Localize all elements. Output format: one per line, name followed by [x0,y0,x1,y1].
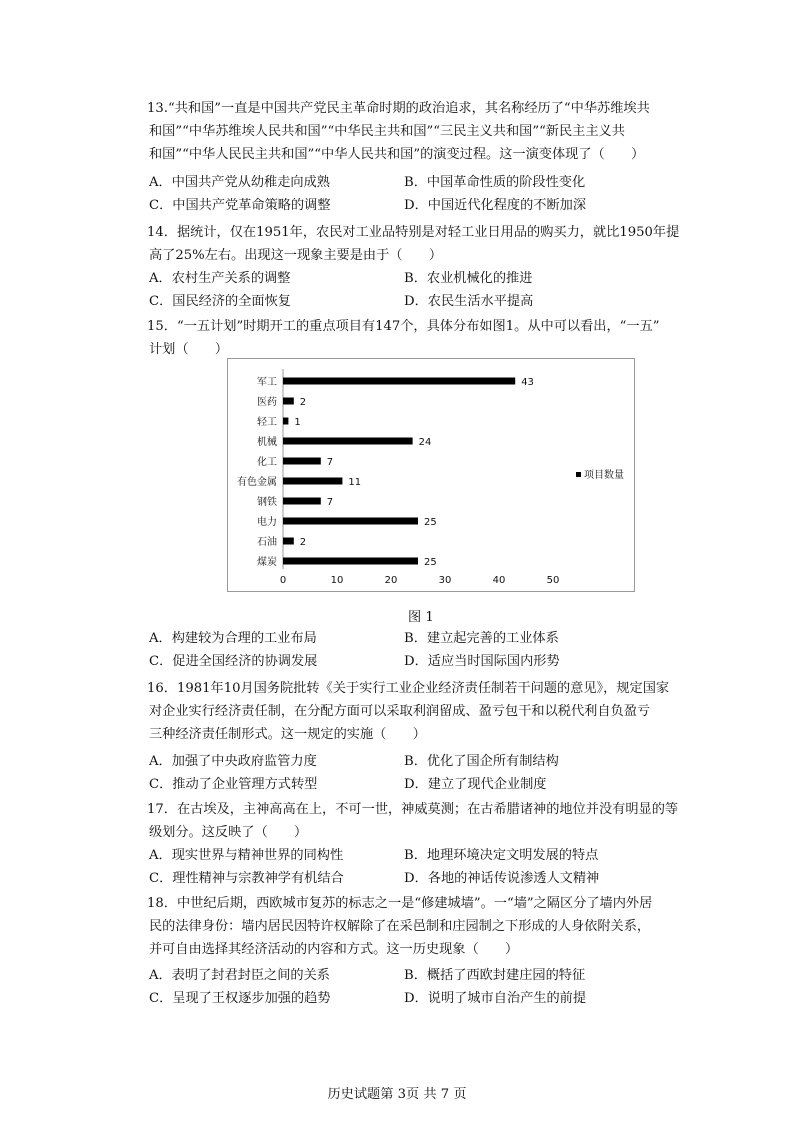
data-label: 2 [299,397,307,408]
legend-label: 项目数量 [584,470,624,481]
question-13-option-d: D．中国近代化程度的不断加深 [404,198,587,213]
question-16-stem-cont: 三种经济责任制形式。这一规定的实施（ ） [149,727,426,742]
x-tick-label: 50 [546,575,560,586]
question-16-stem: 16．1981年10月国务院批转《关于实行工业企业经济责任制若干问题的意见》，规定国家 [147,681,670,696]
question-17-stem-cont: 级划分。这反映了（ ） [149,825,308,840]
x-tick-label: 30 [438,575,452,586]
question-16-option-a: A．加强了中央政府监管力度 [149,754,317,769]
question-14-option-b: B．农业机械化的推进 [404,271,533,286]
question-13-option-c: C．中国共产党革命策略的调整 [149,198,331,213]
question-16-option-d: D．建立了现代企业制度 [404,777,547,792]
bar-3 [283,438,413,445]
x-tick-label: 20 [384,575,398,586]
question-14-option-d: D．农民生活水平提高 [404,294,534,309]
category-label: 有色金属 [237,477,277,488]
question-17-stem: 17．在古埃及，主神高高在上，不可一世，神威莫测；在古希腊诸神的地位并没有明显的等 [147,802,679,817]
data-label: 24 [418,437,432,448]
question-13-stem-cont: 和国”“中华人民民主共和国”“中华人民共和国”的演变过程。这一演变体现了（ ） [149,147,645,162]
data-label: 7 [326,457,334,468]
category-label: 医药 [257,397,277,408]
question-16-stem-cont: 对企业实行经济责任制，在分配方面可以采取利润留成、盈亏包干和以税代利自负盈亏 [149,704,651,719]
question-17-option-a: A．现实世界与精神世界的同构性 [149,848,344,863]
bar-chart [227,358,635,592]
bar-4 [283,458,321,465]
figure-caption: 图 1 [408,610,434,625]
question-15-option-c: C．促进全国经济的协调发展 [149,654,318,669]
question-18-option-c: C．呈现了王权逐步加强的趋势 [149,991,331,1006]
x-tick-label: 40 [492,575,506,586]
category-label: 轻工 [257,417,277,428]
category-label: 电力 [257,517,277,528]
x-tick-label: 0 [279,575,287,586]
question-17-option-b: B．地理环境决定文明发展的特点 [404,848,599,863]
page-footer: 历史试题第 3页 共 7 页 [327,1087,467,1102]
question-18-stem: 18．中世纪后期，西欧城市复苏的标志之一是“修建城墙”。一“墙”之隔区分了墙内外居 [147,896,653,911]
question-13-stem-cont: 和国”“中华苏维埃人民共和国”“中华民主共和国”“三民主义共和国”“新民主主义共 [149,124,625,139]
chart-svg [228,359,634,591]
category-label: 机械 [257,437,277,448]
category-label: 钢铁 [257,497,277,508]
data-label: 25 [424,557,437,568]
question-18-stem-cont: 民的法律身份：墙内居民因特许权解除了在采邑制和庄园制之下形成的人身依附关系， [149,919,651,934]
data-label: 7 [326,497,334,508]
question-15-option-b: B．建立起完善的工业体系 [404,631,559,646]
question-14-stem-cont: 高了25%左右。出现这一现象主要是由于（ ） [149,248,443,263]
question-15-stem-cont: 计划（ ） [149,342,229,357]
legend-swatch [576,472,581,477]
question-13-stem: 13.“共和国”一直是中国共产党民主革命时期的政治追求，其名称经历了“中华苏维埃共 [147,101,650,116]
question-18-option-a: A．表明了封君封臣之间的关系 [149,968,330,983]
question-13-option-a: A．中国共产党从幼稚走向成熟 [149,175,330,190]
question-14-option-a: A．农村生产关系的调整 [149,271,291,286]
data-label: 43 [521,377,534,388]
question-17-option-c: C．理性精神与宗教神学有机结合 [149,871,344,886]
data-label: 2 [299,537,307,548]
bar-7 [283,518,418,525]
x-tick-label: 10 [330,575,344,586]
question-14-stem: 14．据统计，仅在1951年，农民对工业品特别是对轻工业日用品的购买力，就比1950年提 [147,225,680,240]
question-13-option-b: B．中国革命性质的阶段性变化 [404,175,586,190]
category-label: 军工 [257,377,277,388]
category-label: 煤炭 [257,557,277,568]
question-17-option-d: D．各地的神话传说渗透人文精神 [404,871,600,886]
category-label: 化工 [257,457,277,468]
bar-5 [283,478,342,485]
question-15-option-a: A．构建较为合理的工业布局 [149,631,317,646]
bar-6 [283,498,321,505]
bar-8 [283,538,294,545]
bar-9 [283,558,418,565]
question-16-option-b: B．优化了国企所有制结构 [404,754,559,769]
question-16-option-c: C．推动了企业管理方式转型 [149,777,318,792]
category-label: 石油 [257,537,277,548]
question-18-option-d: D．说明了城市自治产生的前提 [404,991,587,1006]
question-14-option-c: C．国民经济的全面恢复 [149,294,291,309]
bar-0 [283,378,515,385]
data-label: 1 [294,417,301,428]
question-15-stem: 15．“一五计划”时期开工的重点项目有147个，具体分布如图1。从中可以看出，“一五” [147,319,660,334]
bar-2 [283,418,288,425]
bar-1 [283,398,294,405]
question-15-option-d: D．适应当时国际国内形势 [404,654,560,669]
question-18-stem-cont: 并可自由选择其经济活动的内容和方式。这一历史现象（ ） [149,942,519,957]
data-label: 11 [348,477,362,488]
data-label: 25 [424,517,437,528]
question-18-option-b: B．概括了西欧封建庄园的特征 [404,968,586,983]
